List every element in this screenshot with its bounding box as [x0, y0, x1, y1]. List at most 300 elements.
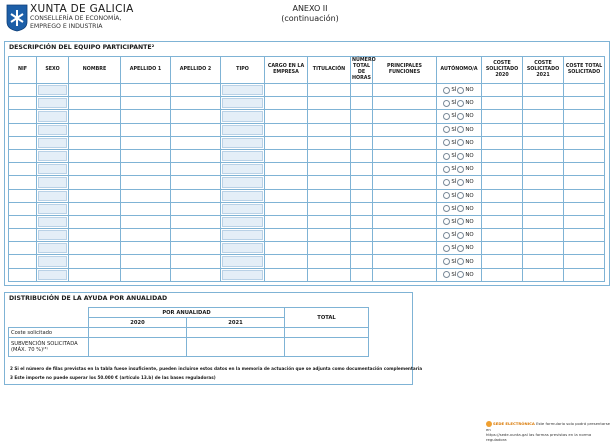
radio-no[interactable] — [457, 166, 464, 173]
table-cell-input[interactable] — [564, 123, 605, 136]
table-cell-input[interactable] — [373, 110, 437, 123]
table-cell-input[interactable] — [564, 149, 605, 162]
table-cell-input[interactable] — [9, 268, 37, 281]
sexo-select[interactable] — [37, 136, 69, 149]
radio-no[interactable] — [457, 218, 464, 225]
table-cell-input[interactable] — [373, 149, 437, 162]
radio-no[interactable] — [457, 271, 464, 278]
brand-title: XUNTA DE GALICIA — [30, 3, 134, 15]
tipo-select[interactable] — [221, 255, 265, 268]
coste-2021-field[interactable] — [187, 328, 285, 338]
table-cell-input[interactable] — [564, 255, 605, 268]
radio-yes[interactable] — [443, 245, 450, 252]
table-cell-input[interactable] — [171, 163, 221, 176]
table-cell-input[interactable] — [373, 268, 437, 281]
autonomo-radio-group[interactable] — [437, 229, 482, 242]
table-cell-input[interactable] — [482, 149, 523, 162]
tipo-select[interactable] — [221, 242, 265, 255]
table-cell-input[interactable] — [564, 242, 605, 255]
coste-2020-field[interactable] — [89, 328, 187, 338]
table-cell-input[interactable] — [121, 255, 171, 268]
table-cell-input[interactable] — [482, 110, 523, 123]
table-cell-input[interactable] — [69, 176, 121, 189]
table-cell-input[interactable] — [308, 255, 351, 268]
table-cell-input[interactable] — [265, 255, 308, 268]
table-cell-input[interactable] — [308, 163, 351, 176]
table-cell-input[interactable] — [265, 229, 308, 242]
table-cell-input[interactable] — [121, 202, 171, 215]
table-cell-input[interactable] — [308, 97, 351, 110]
table-cell-input[interactable] — [373, 242, 437, 255]
table-cell-input[interactable] — [308, 136, 351, 149]
table-cell-input[interactable] — [564, 97, 605, 110]
autonomo-radio-group[interactable] — [437, 268, 482, 281]
table-cell-input[interactable] — [265, 136, 308, 149]
select-field[interactable] — [222, 243, 263, 253]
sexo-select[interactable] — [37, 97, 69, 110]
radio-no[interactable] — [457, 87, 464, 94]
table-cell-input[interactable] — [373, 255, 437, 268]
select-field[interactable] — [38, 256, 67, 266]
radio-no[interactable] — [457, 192, 464, 199]
table-cell-input[interactable] — [523, 84, 564, 97]
sexo-select[interactable] — [37, 229, 69, 242]
select-field[interactable] — [38, 164, 67, 174]
table-cell-input[interactable] — [482, 84, 523, 97]
table-row — [9, 136, 605, 149]
radio-no-label: NO — [465, 87, 474, 94]
table-cell-input[interactable] — [482, 202, 523, 215]
radio-yes-label: SÍ — [451, 205, 457, 212]
tipo-select[interactable] — [221, 176, 265, 189]
table-cell-input[interactable] — [308, 202, 351, 215]
table-cell-input[interactable] — [9, 189, 37, 202]
table-cell-input[interactable] — [171, 242, 221, 255]
table-cell-input[interactable] — [308, 84, 351, 97]
select-field[interactable] — [222, 85, 263, 95]
select-field[interactable] — [38, 177, 67, 187]
table-cell-input[interactable] — [121, 242, 171, 255]
tipo-select[interactable] — [221, 149, 265, 162]
sexo-select[interactable] — [37, 163, 69, 176]
autonomo-radio-group[interactable] — [437, 163, 482, 176]
table-cell-input[interactable] — [482, 242, 523, 255]
select-field[interactable] — [222, 138, 263, 148]
table-cell-input[interactable] — [482, 268, 523, 281]
table-cell-input[interactable] — [482, 123, 523, 136]
radio-yes[interactable] — [443, 218, 450, 225]
sexo-select[interactable] — [37, 84, 69, 97]
table-cell-input[interactable] — [69, 110, 121, 123]
table-cell-input[interactable] — [564, 229, 605, 242]
table-cell-input[interactable] — [265, 97, 308, 110]
table-cell-input[interactable] — [373, 202, 437, 215]
xunta-logo — [6, 4, 28, 32]
table-cell-input[interactable] — [482, 163, 523, 176]
radio-yes[interactable] — [443, 271, 450, 278]
table-cell-input[interactable] — [523, 268, 564, 281]
table-cell-input[interactable] — [9, 255, 37, 268]
radio-no-label: NO — [465, 179, 474, 186]
table-cell-input[interactable] — [373, 176, 437, 189]
table-cell-input[interactable] — [171, 268, 221, 281]
table-cell-input[interactable] — [523, 242, 564, 255]
table-cell-input[interactable] — [69, 202, 121, 215]
table-cell-input[interactable] — [564, 268, 605, 281]
table-cell-input[interactable] — [523, 202, 564, 215]
equipo-header-row — [9, 57, 605, 84]
table-cell-input[interactable] — [265, 163, 308, 176]
radio-yes[interactable] — [443, 179, 450, 186]
tipo-select[interactable] — [221, 229, 265, 242]
radio-yes[interactable] — [443, 126, 450, 133]
radio-no[interactable] — [457, 245, 464, 252]
radio-no[interactable] — [457, 139, 464, 146]
table-cell-input[interactable] — [523, 215, 564, 228]
radio-yes[interactable] — [443, 139, 450, 146]
table-cell-input[interactable] — [121, 149, 171, 162]
table-cell-input[interactable] — [523, 149, 564, 162]
table-cell-input[interactable] — [564, 202, 605, 215]
table-cell-input[interactable] — [69, 163, 121, 176]
select-field[interactable] — [38, 217, 67, 227]
radio-no[interactable] — [457, 153, 464, 160]
table-cell-input[interactable] — [523, 136, 564, 149]
table-cell-input[interactable] — [482, 215, 523, 228]
table-cell-input[interactable] — [351, 176, 373, 189]
table-cell-input[interactable] — [69, 97, 121, 110]
table-cell-input[interactable] — [523, 163, 564, 176]
autonomo-radio-group[interactable] — [437, 97, 482, 110]
table-cell-input[interactable] — [351, 110, 373, 123]
select-field[interactable] — [222, 98, 263, 108]
radio-yes[interactable] — [443, 192, 450, 199]
table-cell-input[interactable] — [351, 242, 373, 255]
table-cell-input[interactable] — [265, 110, 308, 123]
radio-no[interactable] — [457, 126, 464, 133]
radio-yes-label: SÍ — [451, 126, 457, 133]
table-cell-input[interactable] — [69, 229, 121, 242]
radio-no[interactable] — [457, 100, 464, 107]
table-cell-input[interactable] — [308, 176, 351, 189]
table-cell-input[interactable] — [373, 97, 437, 110]
table-cell-input[interactable] — [171, 176, 221, 189]
table-cell-input[interactable] — [9, 123, 37, 136]
table-cell-input[interactable] — [308, 123, 351, 136]
radio-yes[interactable] — [443, 166, 450, 173]
table-cell-input[interactable] — [482, 229, 523, 242]
table-cell-input[interactable] — [523, 176, 564, 189]
radio-no[interactable] — [457, 113, 464, 120]
sexo-select[interactable] — [37, 176, 69, 189]
table-cell-input[interactable] — [69, 255, 121, 268]
tipo-select[interactable] — [221, 189, 265, 202]
sexo-select[interactable] — [37, 149, 69, 162]
table-cell-input[interactable] — [121, 176, 171, 189]
radio-yes[interactable] — [443, 113, 450, 120]
table-row — [9, 149, 605, 162]
table-cell-input[interactable] — [373, 163, 437, 176]
table-cell-input[interactable] — [69, 242, 121, 255]
table-cell-input[interactable] — [121, 229, 171, 242]
select-field[interactable] — [38, 85, 67, 95]
table-cell-input[interactable] — [564, 215, 605, 228]
autonomo-radio-group[interactable] — [437, 215, 482, 228]
select-field[interactable] — [222, 177, 263, 187]
select-field[interactable] — [38, 98, 67, 108]
table-cell-input[interactable] — [482, 176, 523, 189]
table-cell-input[interactable] — [9, 176, 37, 189]
select-field[interactable] — [222, 164, 263, 174]
table-cell-input[interactable] — [351, 97, 373, 110]
tipo-select[interactable] — [221, 163, 265, 176]
sexo-select[interactable] — [37, 202, 69, 215]
radio-no-label: NO — [465, 205, 474, 212]
table-cell-input[interactable] — [121, 189, 171, 202]
annex-title: ANEXO II — [292, 4, 328, 13]
table-cell-input[interactable] — [171, 189, 221, 202]
table-cell-input[interactable] — [308, 242, 351, 255]
table-cell-input[interactable] — [482, 189, 523, 202]
table-cell-input[interactable] — [351, 136, 373, 149]
table-cell-input[interactable] — [9, 97, 37, 110]
subvencion-2021-field[interactable] — [187, 338, 285, 357]
select-field[interactable] — [38, 243, 67, 253]
table-cell-input[interactable] — [121, 110, 171, 123]
table-cell-input[interactable] — [171, 110, 221, 123]
table-cell-input[interactable] — [373, 189, 437, 202]
table-cell-input[interactable] — [265, 123, 308, 136]
tipo-select[interactable] — [221, 97, 265, 110]
table-cell-input[interactable] — [265, 268, 308, 281]
table-cell-input[interactable] — [564, 176, 605, 189]
autonomo-radio-group[interactable] — [437, 202, 482, 215]
table-cell-input[interactable] — [351, 268, 373, 281]
table-cell-input[interactable] — [351, 255, 373, 268]
radio-yes[interactable] — [443, 205, 450, 212]
table-cell-input[interactable] — [351, 163, 373, 176]
table-cell-input[interactable] — [69, 149, 121, 162]
table-cell-input[interactable] — [9, 202, 37, 215]
table-cell-input[interactable] — [523, 123, 564, 136]
annex-heading — [260, 4, 360, 23]
radio-no[interactable] — [457, 205, 464, 212]
table-cell-input[interactable] — [373, 84, 437, 97]
autonomo-radio-group[interactable] — [437, 176, 482, 189]
table-cell-input[interactable] — [523, 110, 564, 123]
select-field[interactable] — [222, 204, 263, 214]
table-cell-input[interactable] — [265, 84, 308, 97]
radio-yes[interactable] — [443, 258, 450, 265]
radio-no[interactable] — [457, 232, 464, 239]
table-cell-input[interactable] — [121, 215, 171, 228]
table-cell-input[interactable] — [308, 149, 351, 162]
select-field[interactable] — [38, 138, 67, 148]
table-cell-input[interactable] — [171, 255, 221, 268]
table-cell-input[interactable] — [9, 149, 37, 162]
autonomo-radio-group[interactable] — [437, 149, 482, 162]
table-cell-input[interactable] — [171, 123, 221, 136]
table-cell-input[interactable] — [121, 123, 171, 136]
table-cell-input[interactable] — [564, 189, 605, 202]
table-cell-input[interactable] — [69, 268, 121, 281]
select-field[interactable] — [222, 256, 263, 266]
table-cell-input[interactable] — [523, 229, 564, 242]
table-cell-input[interactable] — [9, 242, 37, 255]
table-cell-input[interactable] — [9, 110, 37, 123]
select-field[interactable] — [222, 270, 263, 280]
tipo-select[interactable] — [221, 268, 265, 281]
subvencion-2020-field[interactable] — [89, 338, 187, 357]
table-cell-input[interactable] — [171, 202, 221, 215]
table-cell-input[interactable] — [482, 255, 523, 268]
table-row — [9, 97, 605, 110]
table-cell-input[interactable] — [564, 136, 605, 149]
table-cell-input[interactable] — [171, 215, 221, 228]
select-field[interactable] — [222, 217, 263, 227]
table-cell-input[interactable] — [564, 84, 605, 97]
brand-line-1: CONSELLERÍA DE ECONOMÍA, — [30, 15, 122, 22]
table-cell-input[interactable] — [121, 97, 171, 110]
radio-no-label: NO — [465, 113, 474, 120]
select-field[interactable] — [38, 191, 67, 201]
table-cell-input[interactable] — [69, 215, 121, 228]
table-cell-input[interactable] — [171, 136, 221, 149]
autonomo-radio-group[interactable] — [437, 110, 482, 123]
table-cell-input[interactable] — [351, 202, 373, 215]
footnote-3: 3 Este importe no puede superar los 50.000 € (artículo 13.b) de las bases reguladoras) — [10, 374, 216, 380]
table-cell-input[interactable] — [523, 255, 564, 268]
autonomo-radio-group[interactable] — [437, 189, 482, 202]
autonomo-radio-group[interactable] — [437, 255, 482, 268]
radio-no-label: NO — [465, 192, 474, 199]
select-field[interactable] — [222, 191, 263, 201]
brand-line-2: EMPREGO E INDUSTRIA — [30, 22, 103, 30]
table-cell-input[interactable] — [564, 110, 605, 123]
table-cell-input[interactable] — [265, 202, 308, 215]
table-cell-input[interactable] — [171, 97, 221, 110]
table-cell-input[interactable] — [9, 84, 37, 97]
table-cell-input[interactable] — [121, 268, 171, 281]
sexo-select[interactable] — [37, 268, 69, 281]
table-cell-input[interactable] — [351, 123, 373, 136]
sexo-select[interactable] — [37, 110, 69, 123]
table-cell-input[interactable] — [373, 229, 437, 242]
select-field[interactable] — [222, 230, 263, 240]
table-cell-input[interactable] — [308, 215, 351, 228]
table-cell-input[interactable] — [308, 110, 351, 123]
table-cell-input[interactable] — [9, 163, 37, 176]
coste-total-field[interactable] — [285, 328, 369, 338]
autonomo-radio-group[interactable] — [437, 84, 482, 97]
sexo-select[interactable] — [37, 189, 69, 202]
table-cell-input[interactable] — [121, 84, 171, 97]
autonomo-radio-group[interactable] — [437, 136, 482, 149]
sexo-select[interactable] — [37, 242, 69, 255]
table-cell-input[interactable] — [482, 136, 523, 149]
table-row — [9, 268, 605, 281]
table-cell-input[interactable] — [9, 229, 37, 242]
table-cell-input[interactable] — [351, 149, 373, 162]
table-cell-input[interactable] — [121, 136, 171, 149]
table-cell-input[interactable] — [351, 189, 373, 202]
tipo-select[interactable] — [221, 136, 265, 149]
table-cell-input[interactable] — [265, 176, 308, 189]
select-field[interactable] — [222, 111, 263, 121]
table-cell-input[interactable] — [308, 229, 351, 242]
table-cell-input[interactable] — [523, 97, 564, 110]
radio-yes[interactable] — [443, 100, 450, 107]
autonomo-radio-group[interactable] — [437, 242, 482, 255]
table-cell-input[interactable] — [9, 136, 37, 149]
radio-yes-label: SÍ — [451, 192, 457, 199]
sexo-select[interactable] — [37, 255, 69, 268]
table-cell-input[interactable] — [564, 163, 605, 176]
table-cell-input[interactable] — [9, 215, 37, 228]
table-cell-input[interactable] — [351, 84, 373, 97]
table-cell-input[interactable] — [482, 97, 523, 110]
select-field[interactable] — [38, 151, 67, 161]
tipo-select[interactable] — [221, 202, 265, 215]
select-field[interactable] — [38, 230, 67, 240]
subvencion-label — [9, 338, 89, 357]
select-field[interactable] — [38, 111, 67, 121]
autonomo-radio-group[interactable] — [437, 123, 482, 136]
select-field[interactable] — [38, 270, 67, 280]
tipo-select[interactable] — [221, 123, 265, 136]
radio-yes[interactable] — [443, 153, 450, 160]
tipo-select[interactable] — [221, 215, 265, 228]
table-cell-input[interactable] — [373, 123, 437, 136]
tipo-select[interactable] — [221, 84, 265, 97]
select-field[interactable] — [38, 204, 67, 214]
table-cell-input[interactable] — [69, 84, 121, 97]
table-cell-input[interactable] — [171, 149, 221, 162]
footnote-2: 2 Si el número de filas previstas en la tabla fuese insuficiente, pueden incluirse estos datos en la memoria de actuación que se adjunta como documentación complementaria — [10, 366, 423, 371]
select-field[interactable] — [222, 125, 263, 135]
table-cell-input[interactable] — [308, 189, 351, 202]
table-cell-input[interactable] — [373, 136, 437, 149]
tipo-select[interactable] — [221, 110, 265, 123]
table-cell-input[interactable] — [171, 229, 221, 242]
sexo-select[interactable] — [37, 123, 69, 136]
subvencion-total-field[interactable] — [285, 338, 369, 357]
table-cell-input[interactable] — [69, 136, 121, 149]
table-cell-input[interactable] — [265, 215, 308, 228]
select-field[interactable] — [38, 125, 67, 135]
radio-no[interactable] — [457, 179, 464, 186]
radio-yes[interactable] — [443, 232, 450, 239]
select-field[interactable] — [222, 151, 263, 161]
table-cell-input[interactable] — [265, 242, 308, 255]
table-cell-input[interactable] — [265, 189, 308, 202]
table-cell-input[interactable] — [121, 163, 171, 176]
table-cell-input[interactable] — [69, 189, 121, 202]
table-cell-input[interactable] — [69, 123, 121, 136]
radio-yes[interactable] — [443, 87, 450, 94]
table-cell-input[interactable] — [351, 215, 373, 228]
table-cell-input[interactable] — [265, 149, 308, 162]
radio-no[interactable] — [457, 258, 464, 265]
table-cell-input[interactable] — [373, 215, 437, 228]
distribucion-section-title: DISTRIBUCIÓN DE LA AYUDA POR ANUALIDAD — [9, 295, 168, 302]
table-cell-input[interactable] — [351, 229, 373, 242]
table-cell-input[interactable] — [171, 84, 221, 97]
sexo-select[interactable] — [37, 215, 69, 228]
table-cell-input[interactable] — [523, 189, 564, 202]
table-cell-input[interactable] — [308, 268, 351, 281]
radio-no-label: NO — [465, 126, 474, 133]
